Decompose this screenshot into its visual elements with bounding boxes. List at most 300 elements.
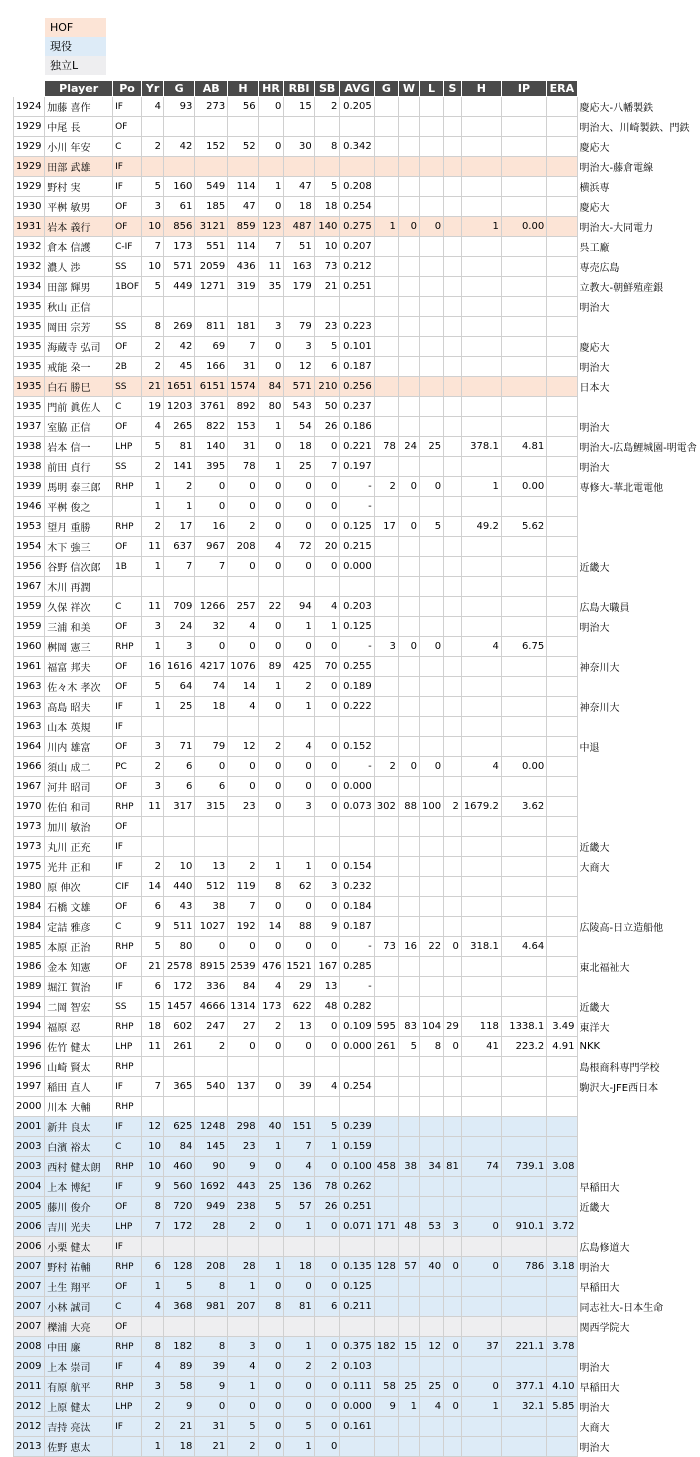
player-name-cell: 高島 昭夫 bbox=[45, 697, 113, 717]
stat-cell: 0 bbox=[314, 1037, 340, 1057]
stat-cell: 89 bbox=[164, 1357, 195, 1377]
stat-cell bbox=[461, 1117, 501, 1137]
school-cell bbox=[577, 977, 700, 997]
stat-cell bbox=[501, 1297, 546, 1317]
stat-cell: 0 bbox=[398, 637, 419, 657]
player-name-cell: 小林 誠司 bbox=[45, 1297, 113, 1317]
stat-cell bbox=[461, 97, 501, 117]
stat-cell bbox=[374, 317, 398, 337]
school-cell bbox=[577, 497, 700, 517]
legend-hof: HOF bbox=[45, 18, 106, 37]
stat-cell: 58 bbox=[164, 1377, 195, 1397]
stat-cell: 18 bbox=[314, 197, 340, 217]
position-cell: SS bbox=[113, 997, 142, 1017]
stat-cell: 47 bbox=[228, 197, 258, 217]
stat-cell bbox=[195, 1237, 228, 1257]
stat-cell: 84 bbox=[258, 377, 284, 397]
stat-cell bbox=[444, 397, 462, 417]
stat-cell: 0 bbox=[258, 437, 284, 457]
stat-cell: 7 bbox=[164, 557, 195, 577]
year-cell: 1996 bbox=[14, 1057, 45, 1077]
stat-cell: 14 bbox=[228, 677, 258, 697]
school-cell bbox=[577, 397, 700, 417]
stat-cell: 24 bbox=[398, 437, 419, 457]
stat-cell: 12 bbox=[419, 1337, 443, 1357]
year-cell: 2001 bbox=[14, 1117, 45, 1137]
school-cell bbox=[577, 1337, 700, 1357]
stat-cell bbox=[547, 537, 577, 557]
stat-cell: 38 bbox=[195, 897, 228, 917]
stat-cell bbox=[444, 1317, 462, 1337]
stat-cell: 1 bbox=[284, 1337, 314, 1357]
stat-cell: 2539 bbox=[228, 957, 258, 977]
stat-cell bbox=[419, 137, 443, 157]
stat-cell: 22 bbox=[419, 937, 443, 957]
table-row bbox=[14, 397, 700, 417]
stat-cell: 18 bbox=[284, 437, 314, 457]
stat-cell: 0 bbox=[314, 1417, 340, 1437]
stat-cell: 24 bbox=[164, 617, 195, 637]
position-cell: OF bbox=[113, 337, 142, 357]
school-cell: 近畿大 bbox=[577, 837, 700, 857]
stat-cell: 0.255 bbox=[340, 657, 374, 677]
stat-cell: 0.00 bbox=[501, 477, 546, 497]
stat-cell: 38 bbox=[398, 1157, 419, 1177]
stat-cell: 0.109 bbox=[340, 1017, 374, 1037]
school-cell: 慶応大 bbox=[577, 197, 700, 217]
stat-cell: 5 bbox=[228, 1417, 258, 1437]
stat-cell: 29 bbox=[284, 977, 314, 997]
position-cell: IF bbox=[113, 1177, 142, 1197]
stat-cell bbox=[398, 957, 419, 977]
school-cell: 呉工廠 bbox=[577, 237, 700, 257]
stat-cell: 43 bbox=[164, 897, 195, 917]
stat-cell bbox=[444, 537, 462, 557]
stat-cell bbox=[444, 117, 462, 137]
year-cell: 2012 bbox=[14, 1397, 45, 1417]
stat-cell: 0.125 bbox=[340, 617, 374, 637]
stat-cell: 511 bbox=[164, 917, 195, 937]
table-row bbox=[14, 1217, 700, 1237]
player-name-cell: 有原 航平 bbox=[45, 1377, 113, 1397]
stat-cell: 0.232 bbox=[340, 877, 374, 897]
stat-cell bbox=[501, 1317, 546, 1337]
table-row bbox=[14, 837, 700, 857]
table-row bbox=[14, 1377, 700, 1397]
stat-cell: 166 bbox=[195, 357, 228, 377]
stat-cell bbox=[501, 1277, 546, 1297]
position-cell: OF bbox=[113, 1317, 142, 1337]
stat-cell bbox=[461, 237, 501, 257]
stat-cell bbox=[228, 1097, 258, 1117]
stat-cell: 7 bbox=[142, 1077, 164, 1097]
school-cell: 駒沢大-JFE西日本 bbox=[577, 1077, 700, 1097]
stat-cell: 0 bbox=[228, 637, 258, 657]
stat-cell bbox=[461, 717, 501, 737]
stat-cell: 11 bbox=[142, 1037, 164, 1057]
school-cell: 東洋大 bbox=[577, 1017, 700, 1037]
school-cell: 明治大 bbox=[577, 297, 700, 317]
year-cell: 1935 bbox=[14, 297, 45, 317]
stat-cell: 625 bbox=[164, 1117, 195, 1137]
stat-cell bbox=[444, 657, 462, 677]
stat-cell: 2 bbox=[228, 1217, 258, 1237]
stat-cell bbox=[398, 777, 419, 797]
stat-cell bbox=[461, 617, 501, 637]
stat-cell: 0 bbox=[258, 637, 284, 657]
stat-cell bbox=[444, 97, 462, 117]
position-cell: RHP bbox=[113, 1157, 142, 1177]
position-cell: OF bbox=[113, 817, 142, 837]
position-cell: IF bbox=[113, 697, 142, 717]
stat-cell bbox=[374, 1317, 398, 1337]
stat-cell bbox=[398, 157, 419, 177]
stat-cell bbox=[419, 1437, 443, 1457]
stat-cell: 551 bbox=[195, 237, 228, 257]
position-cell: LHP bbox=[113, 1037, 142, 1057]
stat-cell bbox=[398, 237, 419, 257]
stat-cell: 223.2 bbox=[501, 1037, 546, 1057]
position-cell: RHP bbox=[113, 937, 142, 957]
stat-cell bbox=[547, 817, 577, 837]
stat-cell bbox=[142, 717, 164, 737]
stat-cell: 5 bbox=[284, 1417, 314, 1437]
stat-cell bbox=[444, 1237, 462, 1257]
stat-cell bbox=[164, 817, 195, 837]
stat-cell bbox=[444, 597, 462, 617]
stat-cell: 6 bbox=[195, 777, 228, 797]
stat-cell: 602 bbox=[164, 1017, 195, 1037]
stat-cell: 0 bbox=[314, 777, 340, 797]
stat-cell bbox=[547, 237, 577, 257]
stat-cell bbox=[195, 117, 228, 137]
stat-cell: 0 bbox=[398, 217, 419, 237]
stat-cell: 0.208 bbox=[340, 177, 374, 197]
player-name-cell: 石橋 文雄 bbox=[45, 897, 113, 917]
stat-cell bbox=[398, 657, 419, 677]
player-name-cell: 金本 知憲 bbox=[45, 957, 113, 977]
table-row bbox=[14, 1237, 700, 1257]
stat-cell bbox=[444, 197, 462, 217]
stat-cell: 192 bbox=[228, 917, 258, 937]
player-name-cell: 山崎 賢太 bbox=[45, 1057, 113, 1077]
stat-cell bbox=[419, 297, 443, 317]
stat-cell bbox=[228, 837, 258, 857]
stat-cell bbox=[398, 537, 419, 557]
player-name-cell: 馬明 泰三郎 bbox=[45, 477, 113, 497]
stat-cell bbox=[461, 297, 501, 317]
stat-cell bbox=[547, 197, 577, 217]
stat-cell bbox=[419, 1277, 443, 1297]
player-name-cell: 田部 武雄 bbox=[45, 157, 113, 177]
school-cell bbox=[577, 897, 700, 917]
stat-cell: 1457 bbox=[164, 997, 195, 1017]
stat-cell: 512 bbox=[195, 877, 228, 897]
stat-cell: 4.81 bbox=[501, 437, 546, 457]
column-header: ERA bbox=[547, 81, 577, 97]
stat-cell bbox=[284, 837, 314, 857]
year-cell: 1929 bbox=[14, 117, 45, 137]
stat-cell: 449 bbox=[164, 277, 195, 297]
stat-cell: 3 bbox=[284, 797, 314, 817]
stat-cell: 822 bbox=[195, 417, 228, 437]
stat-cell: 4 bbox=[142, 97, 164, 117]
player-name-cell: 櫟浦 大亮 bbox=[45, 1317, 113, 1337]
stat-cell: 9 bbox=[374, 1397, 398, 1417]
stat-cell bbox=[195, 577, 228, 597]
stat-cell bbox=[461, 1197, 501, 1217]
player-name-cell: 佐伯 和司 bbox=[45, 797, 113, 817]
position-cell: RHP bbox=[113, 1057, 142, 1077]
stat-cell bbox=[501, 417, 546, 437]
column-header: W bbox=[398, 81, 419, 97]
stat-cell: 2 bbox=[228, 1437, 258, 1457]
stat-cell bbox=[398, 737, 419, 757]
stat-cell: 0 bbox=[258, 517, 284, 537]
school-cell: 広島修道大 bbox=[577, 1237, 700, 1257]
position-cell: IF bbox=[113, 1077, 142, 1097]
stat-cell bbox=[164, 157, 195, 177]
table-row bbox=[14, 597, 700, 617]
stat-cell bbox=[461, 1077, 501, 1097]
stat-cell bbox=[444, 817, 462, 837]
stat-cell bbox=[419, 117, 443, 137]
stat-cell bbox=[398, 457, 419, 477]
stat-cell bbox=[444, 317, 462, 337]
table-row bbox=[14, 737, 700, 757]
year-cell: 2007 bbox=[14, 1257, 45, 1277]
position-cell: IF bbox=[113, 1237, 142, 1257]
stat-cell: 2 bbox=[314, 97, 340, 117]
stat-cell bbox=[501, 137, 546, 157]
stat-cell: 123 bbox=[258, 217, 284, 237]
stat-cell bbox=[444, 477, 462, 497]
position-cell: RHP bbox=[113, 1377, 142, 1397]
stat-cell: 0 bbox=[258, 557, 284, 577]
stat-cell bbox=[374, 657, 398, 677]
stat-cell bbox=[374, 1137, 398, 1157]
stat-cell: 257 bbox=[228, 597, 258, 617]
stat-cell bbox=[444, 777, 462, 797]
stat-cell: 25 bbox=[284, 457, 314, 477]
stat-cell: 0.000 bbox=[340, 777, 374, 797]
position-cell: RHP bbox=[113, 637, 142, 657]
position-cell: IF bbox=[113, 717, 142, 737]
stat-cell bbox=[398, 357, 419, 377]
stat-cell: 0.254 bbox=[340, 1077, 374, 1097]
stat-cell: 0.071 bbox=[340, 1217, 374, 1237]
year-cell: 1985 bbox=[14, 937, 45, 957]
table-row bbox=[14, 717, 700, 737]
stat-cell: 1 bbox=[164, 497, 195, 517]
stat-cell: 16 bbox=[398, 937, 419, 957]
stat-cell: 128 bbox=[374, 1257, 398, 1277]
stat-cell: 318.1 bbox=[461, 937, 501, 957]
stat-cell bbox=[501, 557, 546, 577]
stat-cell: 179 bbox=[284, 277, 314, 297]
column-header: G bbox=[374, 81, 398, 97]
stat-cell: 69 bbox=[195, 337, 228, 357]
stat-cell: 0 bbox=[258, 897, 284, 917]
stat-cell: 0 bbox=[228, 757, 258, 777]
stat-cell bbox=[444, 1177, 462, 1197]
stat-cell: 84 bbox=[164, 1137, 195, 1157]
stat-cell: 0 bbox=[258, 1397, 284, 1417]
player-name-cell: 秋山 正信 bbox=[45, 297, 113, 317]
stat-cell: 1679.2 bbox=[461, 797, 501, 817]
stat-cell bbox=[547, 1357, 577, 1377]
stat-cell: 7 bbox=[284, 1137, 314, 1157]
stat-cell: 0 bbox=[258, 1337, 284, 1357]
school-cell: NKK bbox=[577, 1037, 700, 1057]
column-header: Player bbox=[45, 81, 113, 97]
table-row bbox=[14, 897, 700, 917]
player-name-cell: 小川 年安 bbox=[45, 137, 113, 157]
stat-cell bbox=[547, 217, 577, 237]
stat-cell bbox=[501, 877, 546, 897]
stat-cell: 0 bbox=[314, 697, 340, 717]
player-name-cell: 門前 眞佐人 bbox=[45, 397, 113, 417]
stat-cell: 18 bbox=[284, 1257, 314, 1277]
stat-cell bbox=[419, 737, 443, 757]
stat-cell bbox=[374, 737, 398, 757]
stat-cell: 4 bbox=[142, 417, 164, 437]
table-row bbox=[14, 437, 700, 457]
position-cell: OF bbox=[113, 957, 142, 977]
table-row bbox=[14, 877, 700, 897]
position-cell: SS bbox=[113, 377, 142, 397]
stat-cell: 27 bbox=[228, 1017, 258, 1037]
stat-cell: 543 bbox=[284, 397, 314, 417]
stat-cell: 81 bbox=[284, 1297, 314, 1317]
stat-cell: 0 bbox=[314, 1377, 340, 1397]
stat-cell: 2 bbox=[142, 1397, 164, 1417]
stat-cell bbox=[501, 317, 546, 337]
stat-cell bbox=[419, 177, 443, 197]
stat-cell: 104 bbox=[419, 1017, 443, 1037]
stat-cell: 436 bbox=[228, 257, 258, 277]
stat-cell bbox=[444, 957, 462, 977]
school-cell: 大商大 bbox=[577, 857, 700, 877]
stat-cell: 73 bbox=[314, 257, 340, 277]
stat-cell: 88 bbox=[398, 797, 419, 817]
table-row bbox=[14, 517, 700, 537]
column-header: H bbox=[228, 81, 258, 97]
stat-cell: 4 bbox=[228, 1357, 258, 1377]
stat-cell: 1 bbox=[142, 1437, 164, 1457]
stat-cell: 208 bbox=[195, 1257, 228, 1277]
stat-cell: 0.184 bbox=[340, 897, 374, 917]
stat-cell bbox=[419, 1197, 443, 1217]
player-name-cell: 白石 勝巳 bbox=[45, 377, 113, 397]
year-cell: 2007 bbox=[14, 1297, 45, 1317]
stat-cell bbox=[547, 1097, 577, 1117]
position-cell bbox=[113, 577, 142, 597]
school-cell bbox=[577, 677, 700, 697]
stat-cell bbox=[419, 877, 443, 897]
stat-cell bbox=[314, 1097, 340, 1117]
stat-cell: 0 bbox=[258, 937, 284, 957]
stat-cell: 28 bbox=[195, 1217, 228, 1237]
stat-cell: 0.207 bbox=[340, 237, 374, 257]
stat-cell bbox=[284, 1237, 314, 1257]
player-name-cell: 佐竹 健太 bbox=[45, 1037, 113, 1057]
table-row bbox=[14, 1397, 700, 1417]
stat-cell: 2 bbox=[284, 1357, 314, 1377]
stat-cell bbox=[228, 1317, 258, 1337]
stat-cell bbox=[444, 437, 462, 457]
stat-cell: 52 bbox=[228, 137, 258, 157]
stat-cell bbox=[461, 137, 501, 157]
stat-cell: 2 bbox=[142, 857, 164, 877]
stat-cell: 1 bbox=[258, 457, 284, 477]
school-cell: 同志社大-日本生命 bbox=[577, 1297, 700, 1317]
stat-cell: 0.223 bbox=[340, 317, 374, 337]
position-cell: C bbox=[113, 1137, 142, 1157]
stat-cell bbox=[398, 277, 419, 297]
stat-cell: 4 bbox=[228, 617, 258, 637]
player-name-cell: 木下 強三 bbox=[45, 537, 113, 557]
stat-cell: 560 bbox=[164, 1177, 195, 1197]
stat-cell bbox=[419, 277, 443, 297]
stat-cell: 0 bbox=[314, 1257, 340, 1277]
stat-cell: 4 bbox=[461, 757, 501, 777]
stat-cell: 487 bbox=[284, 217, 314, 237]
stat-cell bbox=[461, 1177, 501, 1197]
stat-cell: 0.375 bbox=[340, 1337, 374, 1357]
stat-cell: 8 bbox=[314, 137, 340, 157]
stat-cell: 0.000 bbox=[340, 557, 374, 577]
position-cell: OF bbox=[113, 1197, 142, 1217]
stat-cell bbox=[314, 837, 340, 857]
position-cell bbox=[113, 297, 142, 317]
stat-cell: 17 bbox=[164, 517, 195, 537]
stat-cell bbox=[547, 1057, 577, 1077]
stat-cell: 0 bbox=[444, 1377, 462, 1397]
stat-cell bbox=[444, 877, 462, 897]
stat-cell: 72 bbox=[284, 537, 314, 557]
stat-cell bbox=[374, 537, 398, 557]
stat-cell bbox=[547, 997, 577, 1017]
stat-cell: 51 bbox=[284, 237, 314, 257]
stat-cell: 32.1 bbox=[501, 1397, 546, 1417]
stat-cell: 4 bbox=[314, 1077, 340, 1097]
stat-cell bbox=[374, 277, 398, 297]
player-name-cell: 吉川 光夫 bbox=[45, 1217, 113, 1237]
stat-cell: 9 bbox=[142, 917, 164, 937]
table-row bbox=[14, 1117, 700, 1137]
stat-cell: 2 bbox=[228, 857, 258, 877]
stat-cell bbox=[461, 997, 501, 1017]
stat-cell bbox=[314, 1057, 340, 1077]
stat-cell bbox=[461, 597, 501, 617]
stat-cell bbox=[547, 477, 577, 497]
stat-cell bbox=[374, 877, 398, 897]
stat-cell bbox=[228, 297, 258, 317]
stat-cell: 182 bbox=[164, 1337, 195, 1357]
stat-cell: 7 bbox=[314, 457, 340, 477]
stat-cell bbox=[501, 917, 546, 937]
stat-cell bbox=[461, 877, 501, 897]
position-cell: 2B bbox=[113, 357, 142, 377]
year-cell: 2006 bbox=[14, 1217, 45, 1237]
stat-cell bbox=[547, 877, 577, 897]
year-cell: 1984 bbox=[14, 897, 45, 917]
stat-cell bbox=[284, 297, 314, 317]
stat-cell: 1 bbox=[142, 697, 164, 717]
stat-cell bbox=[398, 897, 419, 917]
stat-cell: 3.62 bbox=[501, 797, 546, 817]
